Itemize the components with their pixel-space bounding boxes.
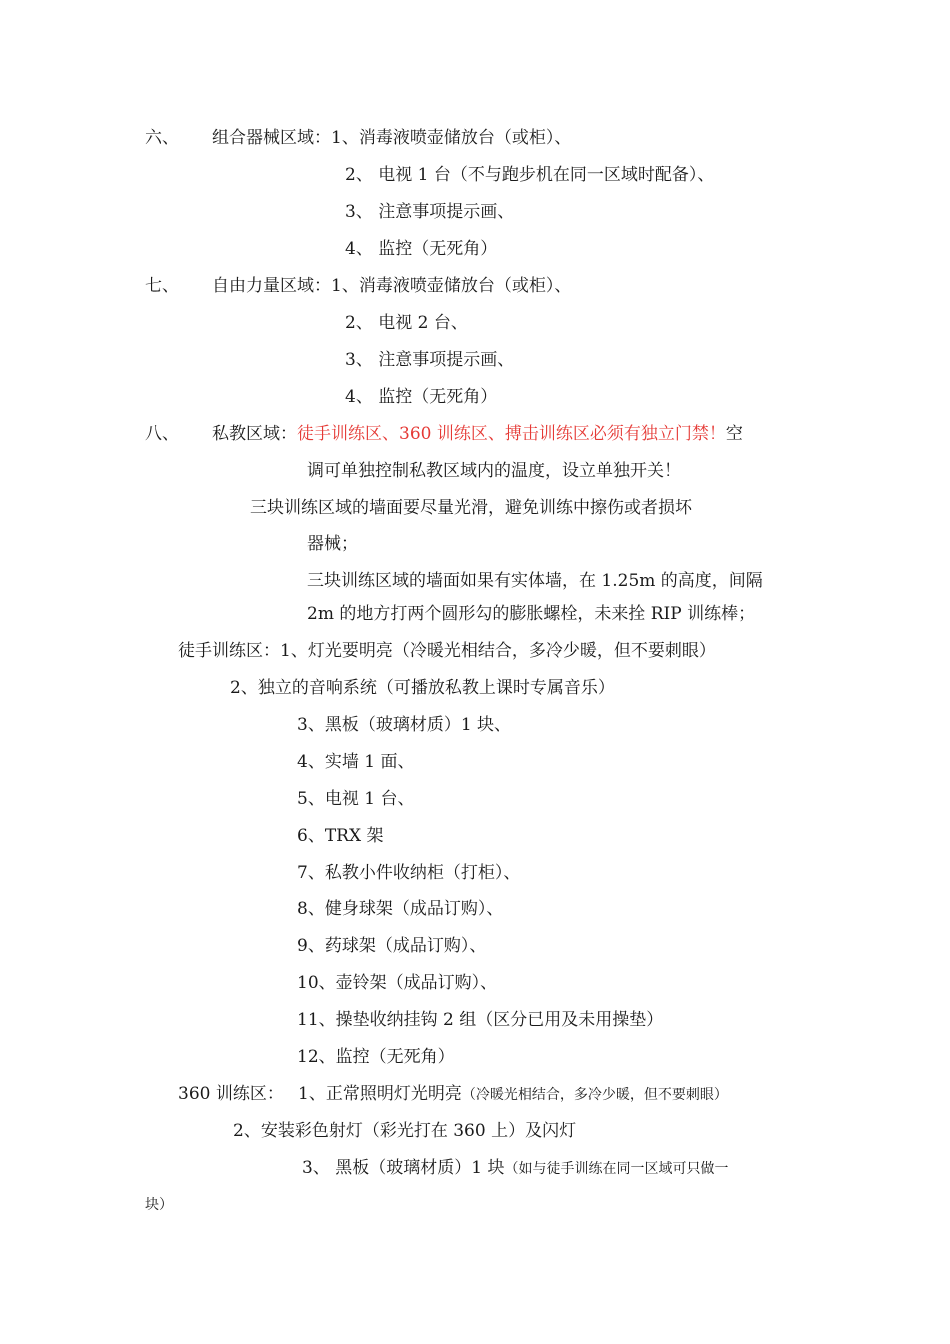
barehand-item-8: 8、健身球架（成品订购）、 <box>297 899 504 919</box>
section-7-number: 七、 <box>145 276 179 296</box>
zone-360-item-1 <box>298 1083 728 1106</box>
zone-360-item-1-note: （冷暖光相结合，多冷少暖，但不要刺眼） <box>461 1087 728 1103</box>
barehand-item-12: 12、监控（无死角） <box>297 1047 455 1067</box>
barehand-item-7: 7、私教小件收纳柜（打柜）、 <box>297 863 521 883</box>
section-7-item-4: 4、 监控（无死角） <box>345 387 498 407</box>
barehand-item-10: 10、壶铃架（成品订购）、 <box>297 973 498 993</box>
barehand-title: 徒手训练区： <box>178 641 280 661</box>
section-8-para-2: 三块训练区域的墙面要尽量光滑，避免训练中擦伤或者损坏 <box>250 498 692 518</box>
access-control-warning: 徒手训练区、360 训练区、搏击训练区必须有独立门禁！ <box>297 424 726 444</box>
section-8-para-2-cont: 器械； <box>307 534 358 554</box>
section-8-number: 八、 <box>145 424 179 444</box>
barehand-item-4: 4、实墙 1 面、 <box>297 752 415 772</box>
section-7-item-2: 2、 电视 2 台、 <box>345 313 468 333</box>
section-7-title: 自由力量区域： <box>212 276 331 296</box>
barehand-item-9: 9、药球架（成品订购）、 <box>297 936 487 956</box>
section-8-para-3-cont: 2m 的地方打两个圆形勾的膨胀螺栓，未来拴 RIP 训练棒； <box>307 604 756 624</box>
section-6-item-4: 4、 监控（无死角） <box>345 239 498 259</box>
section-8-title: 私教区域： <box>212 424 297 444</box>
section-7-item-1: 1、消毒液喷壶储放台（或柜）、 <box>331 276 572 296</box>
barehand-item-11: 11、操垫收纳挂钩 2 组（区分已用及未用操垫） <box>297 1010 664 1030</box>
barehand-item-6: 6、TRX 架 <box>297 826 384 846</box>
barehand-item-1: 1、灯光要明亮（冷暖光相结合，多冷少暖，但不要刺眼） <box>280 641 716 661</box>
section-6-number: 六、 <box>145 128 179 148</box>
barehand-item-2: 2、独立的音响系统（可播放私教上课时专属音乐） <box>230 678 615 698</box>
section-8-para-1-start: 空 <box>725 424 743 444</box>
section-6-item-3: 3、 注意事项提示画、 <box>345 202 515 222</box>
zone-360-item-3-cont: 块） <box>145 1197 173 1213</box>
barehand-item-3: 3、黑板（玻璃材质）1 块、 <box>297 715 512 735</box>
zone-360-item-1-text: 1、正常照明灯光明亮 <box>298 1084 462 1104</box>
section-6-title: 组合器械区域： <box>212 128 331 148</box>
zone-360-item-3-note: （如与徒手训练在同一区域可只做一 <box>504 1161 729 1177</box>
section-6-item-2: 2、 电视 1 台（不与跑步机在同一区域时配备）、 <box>345 165 715 185</box>
zone-360-item-3-text: 3、 黑板（玻璃材质）1 块 <box>302 1158 505 1178</box>
section-8-first-line <box>212 423 743 445</box>
section-7-label <box>212 275 571 297</box>
section-8-para-1-cont: 调可单独控制私教区域内的温度，设立单独开关！ <box>307 461 681 481</box>
zone-360-title: 360 训练区： <box>178 1084 284 1104</box>
section-6-label <box>212 127 571 149</box>
zone-360-item-2: 2、安装彩色射灯（彩光打在 360 上）及闪灯 <box>233 1121 577 1141</box>
barehand-first-line <box>178 640 716 662</box>
section-8-para-3: 三块训练区域的墙面如果有实体墙，在 1.25m 的高度，间隔 <box>307 571 763 591</box>
section-7-item-3: 3、 注意事项提示画、 <box>345 350 515 370</box>
section-6-item-1: 1、消毒液喷壶储放台（或柜）、 <box>331 128 572 148</box>
zone-360-item-3 <box>302 1157 728 1180</box>
barehand-item-5: 5、电视 1 台、 <box>297 789 415 809</box>
